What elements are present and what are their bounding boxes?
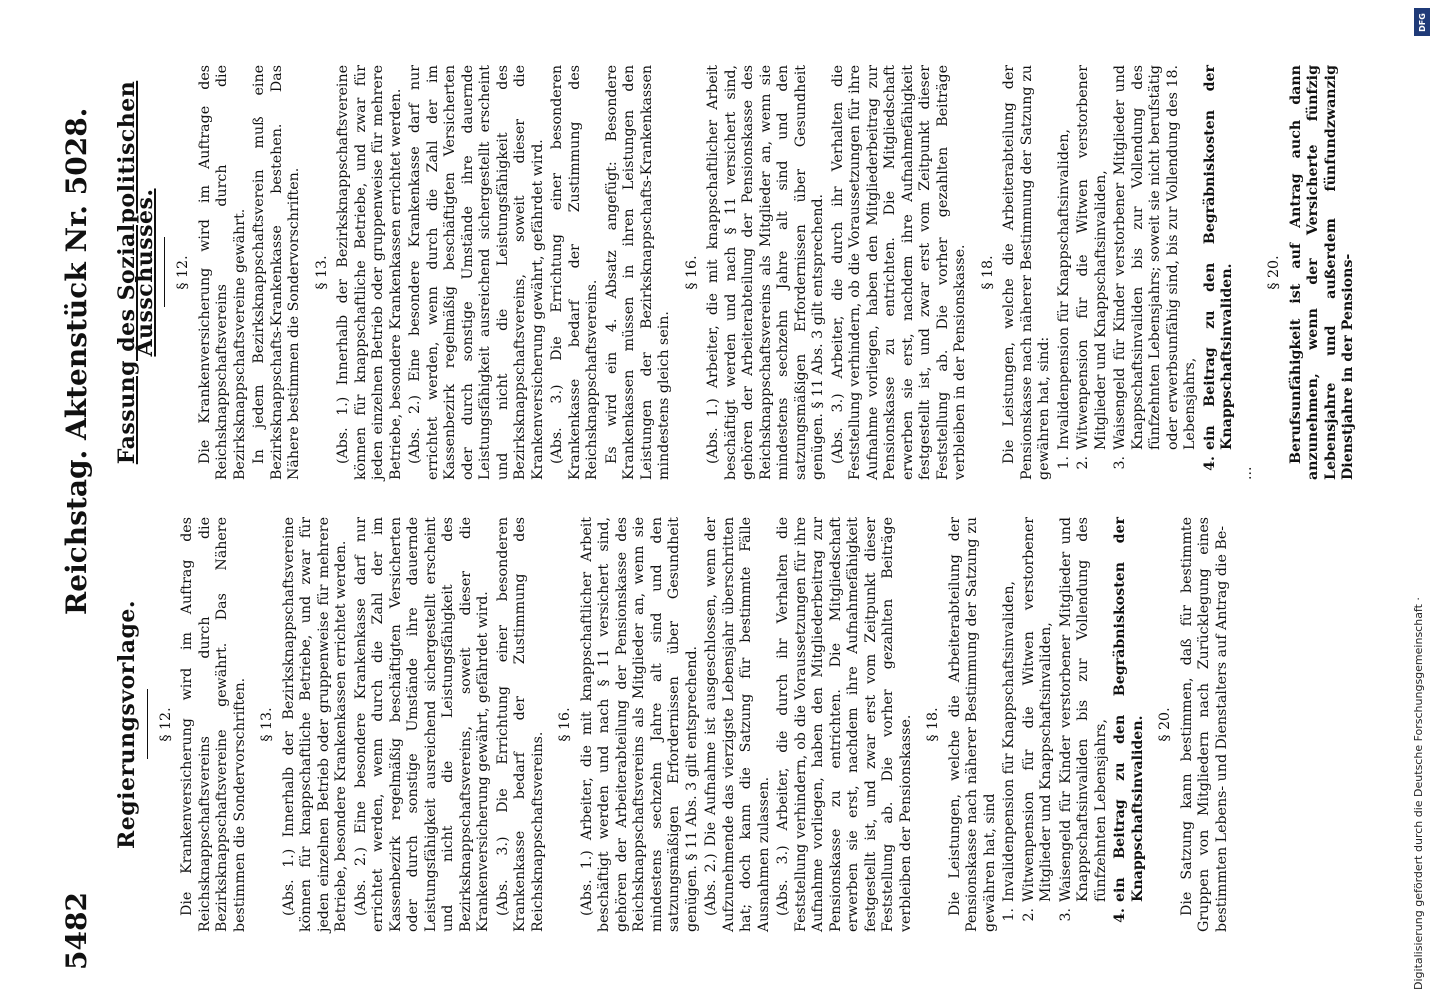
- paragraph: (Abs. 1.) Innerhalb der Bezirksknappschaftsvereine können für knappschaftliche Betriebe, und zwar für jeden einzelnen Betrieb oder gruppenweise für mehrere Betriebe, besondere Krankenkassen errichtet werden.: [335, 65, 404, 480]
- dfg-logo: DFG: [1414, 8, 1430, 36]
- paragraph: (Abs. 3.) Arbeiter, die durch ihr Verhalten die Feststellung verhindern, ob die Voraussetzungen für ihre Aufnahme vorliegen, haben den Mitgliederbeitrag zur Pensionskasse zu entrichten. Die Mitgliedschaft erwerben sie erst, nachdem ihre Aufnahmefähigkeit festgestellt ist, und zwar erst vom Zeitpunkt dieser Feststellung ab. Die vorher gezahlten Beiträge verbleiben der Pensionskasse.: [775, 517, 914, 932]
- section-title: § 18.: [925, 707, 941, 742]
- column-heading: Regierungsvorlage.: [114, 599, 140, 850]
- paragraph: Die Satzung kann bestimmen, daß für bestimmte Gruppen von Mitgliedern nach Zurücklegung eines bestimmten Lebens- und Dienstalters auf Antrag die Be-: [1178, 517, 1230, 932]
- section-title: § 12.: [157, 707, 174, 742]
- paragraph: (Abs. 3.) Arbeiter, die durch ihr Verhalten die Feststellung verhindern, ob die Voraussetzungen für ihre Aufnahme vorliegen, haben den Mitgliederbeitrag zur Pensionskasse zu entrichten. Die Mitgliedschaft erwerben sie erst, nachdem ihre Aufnahmefähigkeit festgestellt ist, und zwar erst vom Zeitpunkt dieser Feststellung ab. Die vorher gezahlten Beiträge verbleiben in der Pensionskasse.: [829, 65, 968, 480]
- section-title: § 13.: [259, 707, 275, 742]
- page-number: 5482: [60, 892, 93, 970]
- paragraph: Berufsunfähigkeit ist auf Antrag auch dann anzunehmen, wenn der Versicherte fünfzig Lebensjahre und außerdem fünfundzwanzig Dienstjahre in der Pensions-: [1287, 65, 1356, 480]
- ellipsis: ...: [1238, 466, 1255, 480]
- section-20: [1266, 65, 1358, 480]
- running-head-aktenstueck: Aktenstück Nr. 5028.: [60, 107, 93, 440]
- paragraph: Die Leistungen, welche die Arbeiterabteilung der Pensionskasse nach näherer Bestimmung der Satzung zu gewähren hat, sind: [946, 517, 998, 932]
- section-title: § 18.: [979, 255, 996, 290]
- section-title: § 20.: [1157, 707, 1173, 742]
- section-title: § 12.: [175, 255, 191, 290]
- section-13: [259, 517, 547, 932]
- section-title: § 20.: [1266, 255, 1282, 290]
- section-title: § 13.: [313, 255, 330, 290]
- paragraph: (Abs. 2.) Eine besondere Krankenkasse darf nur errichtet werden, wenn durch die Zahl der im Kassenbezirk regelmäßig beschäftigten Versicherten oder durch sonstige Umstände ihre dauernde Leistungsfähigkeit ausreichend sichergestellt erscheint und nicht die Leistungsfähigkeit des Bezirksknappschaftsvereins, soweit dieser die Krankenversicherung gewährt, gefährdet wird.: [407, 65, 546, 480]
- paragraph: (Abs. 3.) Die Errichtung einer besonderen Krankenkasse bedarf der Zustimmung des Reichsknappschaftsvereins.: [549, 65, 600, 480]
- section-title: § 16.: [557, 707, 573, 742]
- section-title: § 16.: [683, 255, 700, 290]
- divider: [164, 238, 165, 308]
- list-item: 4. ein Beitrag zu den Begräbniskosten der Knappschaftsinvaliden.: [1201, 65, 1235, 471]
- column-ausschuss: [115, 65, 1368, 480]
- section-18: [925, 517, 1147, 932]
- section-13: [314, 65, 674, 480]
- digitization-credit-text: Digitalisierung gefördert durch die Deutsche Forschungsgemeinschaft ·: [1412, 597, 1425, 990]
- paragraph: Die Krankenversicherung wird im Auftrage des Reichsknappschaftsvereins durch die Bezirksknappschaftsvereine gewährt.: [196, 65, 248, 480]
- divider: [147, 690, 148, 760]
- section-16: [557, 517, 915, 932]
- paragraph: (Abs. 2.) Eine besondere Krankenkasse darf nur errichtet werden, wenn durch die Zahl der im Kassenbezirk regelmäßig beschäftigten Versicherten oder durch sonstige Umstände ihre dauernde Leistungsfähigkeit ausreichend sichergestellt erscheint und nicht die Leistungsfähigkeit des Bezirksknappschaftsvereins, soweit dieser die Krankenversicherung gewährt, gefährdet wird.: [352, 517, 491, 932]
- paragraph: (Abs. 1.) Innerhalb der Bezirksknappschaftsvereine können für knappschaftliche Betriebe, und zwar für jeden einzelnen Betrieb oder gruppenweise für mehrere Betriebe, besondere Krankenkassen errichtet werden.: [280, 517, 349, 932]
- list-item: 1. Invalidenpension für Knappschaftsinvaliden,: [1001, 581, 1017, 922]
- section-20: [1157, 517, 1231, 932]
- list-item: 3. Waisengeld für Kinder verstorbener Mitglieder und Knappschaftsinvaliden bis zur Vollendung des fünfzehnten Lebensjahrs; soweit sie nicht berufstätig oder erwerbsunfähig sind, bis zur Vollendung des 18. Lebensjahrs,: [1112, 65, 1198, 470]
- section-18: [980, 65, 1257, 480]
- section-16: [684, 65, 970, 480]
- scanned-page: [20, 0, 1400, 1000]
- paragraph: In jedem Bezirksknappschaftsverein muß eine Bezirksknappschafts-Krankenkasse bestehen. Das Nähere bestimmen die Sondervorschriften.: [251, 65, 302, 480]
- paragraph: (Abs. 1.) Arbeiter, die mit knappschaftlicher Arbeit beschäftigt werden und nach § 11 versichert sind, gehören der Arbeiterabteilung der Pensionskasse des Reichsknappschaftsvereins als Mitglieder an, wenn sie mindestens sechzehn Jahre alt sind und den satzungsmäßigen Erfordernissen über Gesundheit genügen. § 11 Abs. 3 gilt entsprechend.: [578, 517, 700, 932]
- digitization-credit: [1408, 12, 1432, 1002]
- section-12: [158, 517, 250, 932]
- running-head-reichstag: Reichstag.: [60, 449, 93, 615]
- list-item: 4. ein Beitrag zu den Begräbniskosten der Knappschaftsinvaliden.: [1112, 517, 1146, 923]
- list-item: 3. Waisengeld für Kinder verstorbener Mitglieder und Knappschaftsinvaliden bis zur Vollendung des fünfzehnten Lebensjahrs,: [1057, 517, 1109, 922]
- paragraph: Die Leistungen, welche die Arbeiterabteilung der Pensionskasse nach näherer Bestimmung der Satzung zu gewähren hat, sind:: [1001, 65, 1052, 480]
- list-item: 2. Witwenpension für die Witwen verstorbener Mitglieder und Knappschaftsinvaliden,: [1020, 517, 1054, 922]
- column-heading: Fassung des Sozialpolitischen Ausschusses.: [114, 80, 158, 465]
- paragraph: Die Krankenversicherung wird im Auftrag des Reichsknappschaftsvereins durch die Bezirksknappschaftsvereine gewährt. Das Nähere bestimmen die Sondervorschriften.: [179, 517, 248, 932]
- paragraph: (Abs. 1.) Arbeiter, die mit knappschaftlicher Arbeit beschäftigt werden und nach § 11 versichert sind, gehören der Arbeiterabteilung der Pensionskasse des Reichsknappschaftsvereins als Mitglieder an, wenn sie mindestens sechzehn Jahre alt sind und den satzungsmäßigen Erfordernissen über Gesundheit genügen. § 11 Abs. 3 gilt entsprechend.: [705, 65, 826, 480]
- column-regierungsvorlage: [115, 517, 1241, 932]
- section-12: [175, 65, 304, 480]
- running-head: [60, 0, 100, 1000]
- paragraph: (Abs. 2.) Die Aufnahme ist ausgeschlossen, wenn der Aufzunehmende das vierzigste Lebensjahr überschritten hat; doch kann die Satzung für bestimmte Fälle Ausnahmen zulassen.: [703, 517, 772, 932]
- list-item: 2. Witwenpension für die Witwen verstorbener Mitglieder und Knappschaftsinvaliden,: [1075, 65, 1109, 470]
- list-item: 1. Invalidenpension für Knappschaftsinvaliden,: [1055, 129, 1072, 470]
- paragraph: (Abs. 3.) Die Errichtung einer besonderen Krankenkasse bedarf der Zustimmung des Reichsknappschaftsvereins.: [494, 517, 546, 932]
- paragraph: Es wird ein 4. Absatz angefügt: Besondere Krankenkassen müssen in ihren Leistungen den Leistungen der Bezirksknappschafts-Krankenkassen mindestens gleich sein.: [603, 65, 672, 480]
